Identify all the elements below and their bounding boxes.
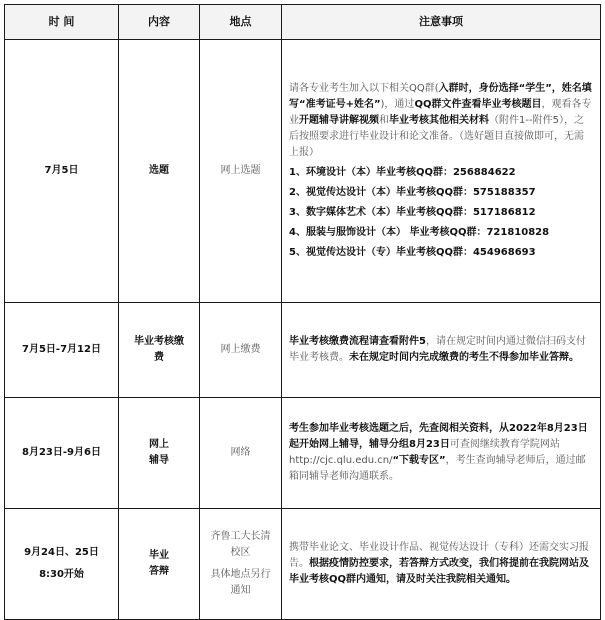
header-content: 内容 [119, 5, 200, 40]
notes-bold: 未在规定时间内完成缴费的考生不得参加毕业答辩。 [349, 352, 579, 363]
qq-group-list [289, 165, 592, 261]
list-item: 2、视觉传达设计（本）毕业考核QQ群：575188357 [289, 187, 536, 198]
table-row [5, 398, 601, 509]
notes-text: )，通过 [380, 99, 415, 110]
content-cell [119, 509, 200, 620]
notes-bold: 毕业考核缴费流程请查看附件5 [289, 336, 426, 347]
list-item: 1、环境设计（本）毕业考核QQ群：256884622 [289, 167, 516, 178]
time-text-2: 8:30开始 [39, 569, 84, 580]
content-cell [119, 303, 200, 398]
notes-text: 携带毕业论文、毕业设计作品、视觉传达设计（专科）还需交实习报告。 [289, 542, 589, 569]
notes-bold: 毕业考核其他相关材料 [389, 115, 489, 126]
content-text: 毕业考核缴费 [134, 336, 184, 363]
notes-text: 和 [379, 115, 389, 126]
notes-text: 请各专业考生加入以下相关QQ群( [289, 83, 439, 94]
notes-text: ，观看各专业 [289, 99, 592, 126]
place-text: 齐鲁工大长清校区 [210, 531, 271, 558]
time-cell [5, 509, 119, 620]
notes-cell [282, 509, 601, 620]
notes-bold: 根据疫情防控要求，若答辩方式改变，我们将提前在我院网站及毕业考核QQ群内通知，请及时关注我院相关通知。 [289, 558, 589, 585]
notes-text: （附件1--附件5），之后按照要求进行毕业设计和论文准备。（选好题目直接做即可，无需上报） [289, 115, 584, 158]
notes-paragraph [289, 81, 592, 161]
notes-text: 可查阅继续教育学院网站http://cjc.qlu.edu.cn/ [289, 439, 560, 466]
time-cell: 7月5日 [5, 40, 119, 303]
place-cell [200, 509, 282, 620]
notes-cell [282, 40, 601, 303]
notes-text: ，请在规定时间内通过微信扫码支付毕业考核费。 [289, 336, 586, 363]
time-text: 9月24日、25日 [24, 547, 99, 558]
content-cell [119, 398, 200, 509]
notes-text: ，考生查询辅导老师后，通过邮箱同辅导老师沟通联系。 [289, 455, 586, 482]
list-item: 5、视觉传达设计（专）毕业考核QQ群：454968693 [289, 247, 536, 258]
notes-cell [282, 398, 601, 509]
notes-bold: “下载专区” [392, 455, 446, 466]
place-cell: 网络 [200, 398, 282, 509]
notes-bold: 考生参加毕业考核选题之后，先查阅相关资料，从2022年8月23日起开始网上辅导，辅导分组8月23日 [289, 423, 588, 450]
notes-bold: 开题辅导讲解视频 [299, 115, 379, 126]
content-text: 网上辅导 [149, 439, 169, 466]
time-cell: 7月5日-7月12日 [5, 303, 119, 398]
header-notes: 注意事项 [282, 5, 601, 40]
table-row [5, 303, 601, 398]
notes-bold: 入群时，身份选择“学生”，姓名填写“准考证号+姓名” [289, 83, 592, 110]
header-time: 时 间 [5, 5, 119, 40]
notes-bold: QQ群文件查看毕业考核题目 [414, 99, 542, 110]
time-cell: 8月23日-9月6日 [5, 398, 119, 509]
list-item: 4、服装与服饰设计（本） 毕业考核QQ群：721810828 [289, 227, 550, 238]
place-cell: 网上缴费 [200, 303, 282, 398]
notes-cell [282, 303, 601, 398]
place-text-2: 具体地点另行通知 [210, 569, 271, 596]
place-cell: 网上选题 [200, 40, 282, 303]
table-row [5, 40, 601, 303]
table-header-row [5, 5, 601, 40]
content-cell: 选题 [119, 40, 200, 303]
table-row [5, 509, 601, 620]
schedule-table [4, 4, 601, 620]
list-item: 3、数字媒体艺术（本）毕业考核QQ群：517186812 [289, 207, 536, 218]
content-text: 毕业答辩 [149, 550, 169, 577]
header-place: 地点 [200, 5, 282, 40]
